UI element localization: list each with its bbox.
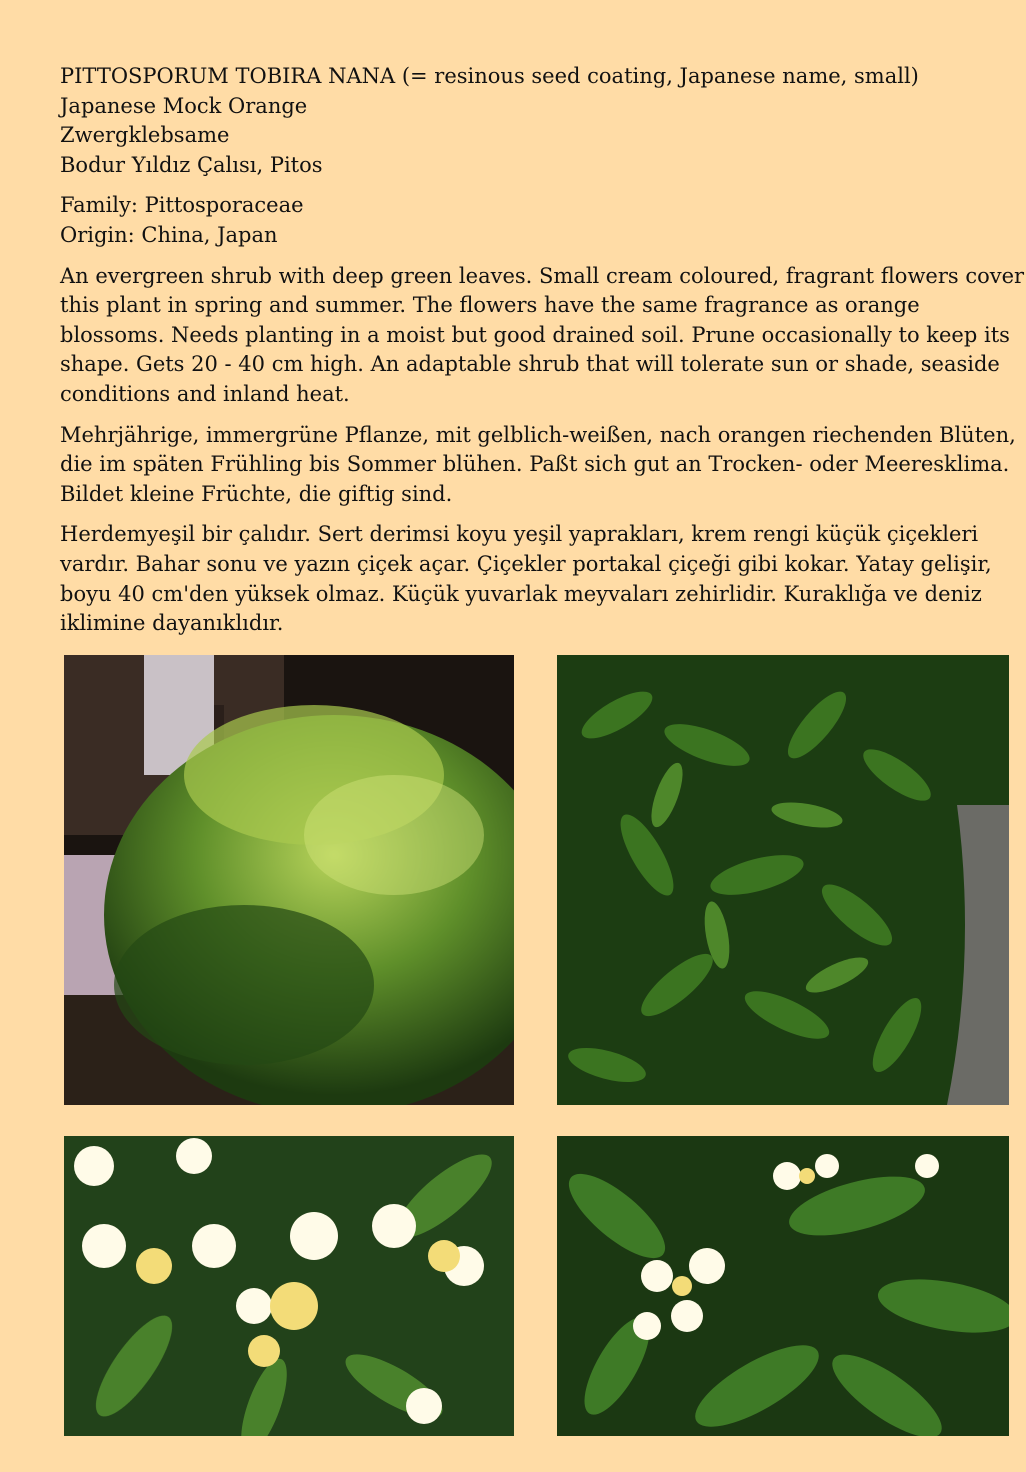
- description-line: die im späten Frühling bis Sommer blühen. Paßt sich gut an Trocken- oder Meeresklima.: [60, 452, 1010, 477]
- title-block: [60, 62, 1010, 180]
- description-line: shape. Gets 20 - 40 cm high. An adaptable shrub that will tolerate sun or shade, seaside: [60, 352, 1000, 377]
- leaves-illustration: [557, 655, 1009, 1105]
- photo-rounded-shrub: [64, 655, 514, 1105]
- photo-flowers-closeup: [64, 1136, 514, 1436]
- description-line: vardır. Bahar sonu ve yazın çiçek açar. Çiçekler portakal çiçeği gibi kokar. Yatay gelişir,: [60, 551, 992, 576]
- description-line: Bildet kleine Früchte, die giftig sind.: [60, 481, 453, 506]
- common-name-english: Japanese Mock Orange: [60, 93, 308, 118]
- description-line: iklimine dayanıklıdır.: [60, 611, 284, 636]
- description-line: blossoms. Needs planting in a moist but good drained soil. Prune occasionally to keep its: [60, 322, 1010, 347]
- description-line: Mehrjährige, immergrüne Pflanze, mit gelblich-weißen, nach orangen riechenden Blüten,: [60, 422, 1016, 447]
- flowers-illustration: [64, 1136, 514, 1436]
- photo-leafy-shrub: [557, 655, 1009, 1105]
- description-line: this plant in spring and summer. The flowers have the same fragrance as orange: [60, 293, 920, 318]
- shrub-illustration: [64, 655, 514, 1105]
- description-line: boyu 40 cm'den yüksek olmaz. Küçük yuvarlak meyvaları zehirlidir. Kuraklığa ve deniz: [60, 581, 982, 606]
- common-name-turkish: Bodur Yıldız Çalısı, Pitos: [60, 152, 323, 177]
- origin-line: Origin: China, Japan: [60, 222, 278, 247]
- photo-flower-cluster: [557, 1136, 1009, 1436]
- plant-botanical-title: PITTOSPORUM TOBIRA NANA (= resinous seed coating, Japanese name, small): [60, 64, 919, 88]
- description-line: Herdemyeşil bir çalıdır. Sert derimsi koyu yeşil yaprakları, krem rengi küçük çiçekleri: [60, 522, 979, 547]
- description-line: conditions and inland heat.: [60, 381, 350, 406]
- description-turkish: [60, 520, 1010, 638]
- flower-cluster-illustration: [557, 1136, 1009, 1436]
- description-line: An evergreen shrub with deep green leaves. Small cream coloured, fragrant flowers cover: [60, 263, 1025, 288]
- info-block: [60, 191, 1010, 250]
- family-line: Family: Pittosporaceae: [60, 193, 304, 218]
- description-english: [60, 262, 1025, 410]
- text-content: [60, 62, 1025, 650]
- common-name-german: Zwergklebsame: [60, 123, 230, 148]
- description-german: [60, 421, 1016, 510]
